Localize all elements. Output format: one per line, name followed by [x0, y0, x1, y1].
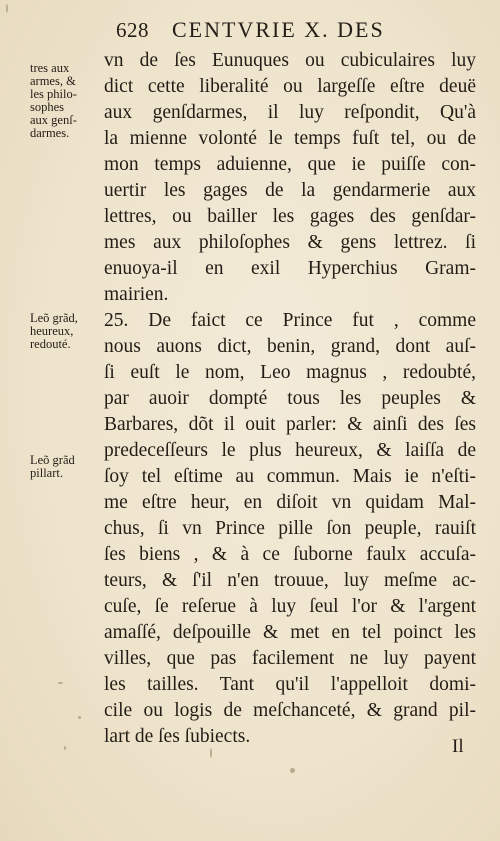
margin-note-line: Leõ grãd,: [30, 311, 78, 325]
margin-note-line: pillart.: [30, 466, 63, 480]
text-line: villes, que pas facilement ne luy payent: [104, 648, 476, 669]
text-line: nous auons dict, benin, grand, dont auſ-: [104, 336, 476, 357]
margin-note: [30, 312, 102, 351]
text-line: ſoy tel eſtime au commun. Mais ie n'eſti-: [104, 466, 476, 487]
text-line: lettres, ou bailler les gages des genſdar-: [104, 206, 476, 227]
margin-note: [30, 454, 102, 480]
paper-speck: [290, 768, 295, 773]
text-line: mairien.: [104, 284, 169, 305]
page-number: 628: [116, 18, 149, 42]
text-line: chus, ſi vn Prince pille ſon peuple, rauiſt: [104, 518, 476, 539]
text-line: ſes biens , & à ce ſuborne faulx accuſa-: [104, 544, 476, 565]
text-line: mes aux philoſophes & gens lettrez. ſi: [104, 232, 476, 253]
margin-note-line: darmes.: [30, 126, 70, 140]
paper-speck: [210, 748, 212, 758]
paper-speck: [78, 716, 81, 719]
margin-note-line: sophes: [30, 100, 65, 114]
text-line: cile ou logis de meſchanceté, & grand pil-: [104, 700, 476, 721]
margin-note-line: armes, &: [30, 74, 76, 88]
text-line: 25. De faict ce Prince fut , comme: [104, 310, 476, 331]
margin-note-line: heureux,: [30, 324, 74, 338]
margin-note-line: Leõ grãd: [30, 453, 75, 467]
text-line: mon temps aduienne, que ie puiſſe con-: [104, 154, 476, 175]
text-line: teurs, & ſ'il n'en trouue, luy meſme ac-: [104, 570, 476, 591]
text-line: la mienne volonté le temps fuſt tel, ou de: [104, 128, 476, 149]
margin-note-line: aux genſ-: [30, 113, 77, 127]
text-line: ſi euſt le nom, Leo magnus , redoubté,: [104, 362, 476, 383]
text-line: les tailles. Tant qu'il l'appelloit domi-: [104, 674, 476, 695]
margin-notes: [0, 0, 100, 841]
text-line: me eſtre heur, en diſoit vn quidam Mal-: [104, 492, 476, 513]
text-line: cuſe, ſe reſerue à luy ſeul l'or & l'argent: [104, 596, 476, 617]
text-line: enuoya-il en exil Hyperchius Gram-: [104, 258, 476, 279]
text-line: dict cette liberalité ou largeſſe eſtre deuë: [104, 76, 476, 97]
paper-speck: [58, 682, 63, 684]
text-line: uertir les gages de la gendarmerie aux: [104, 180, 476, 201]
paper-speck: [6, 4, 8, 13]
text-line: lart de ſes ſubiects.: [104, 726, 251, 747]
margin-note-line: redouté.: [30, 337, 71, 351]
text-line: par auoir dompté tous les peuples &: [104, 388, 476, 409]
margin-note-line: les philo-: [30, 87, 77, 101]
text-line: vn de ſes Eunuques ou cubiculaires luy: [104, 50, 476, 71]
body-text: [104, 48, 476, 750]
text-line: Barbares, dõt il ouit parler: & ainſi des ſes: [104, 414, 476, 435]
running-head: CENTVRIE X. DES: [172, 17, 385, 42]
paper-speck: [64, 746, 66, 750]
text-line: aux genſdarmes, il luy reſpondit, Qu'à: [104, 102, 476, 123]
margin-note-line: tres aux: [30, 61, 70, 75]
text-line: amaſſé, deſpouille & met en tel poinct les: [104, 622, 476, 643]
catchword: Il: [452, 736, 464, 757]
margin-note: [30, 62, 102, 140]
text-line: predeceſſeurs le plus heureux, & laiſſa de: [104, 440, 476, 461]
